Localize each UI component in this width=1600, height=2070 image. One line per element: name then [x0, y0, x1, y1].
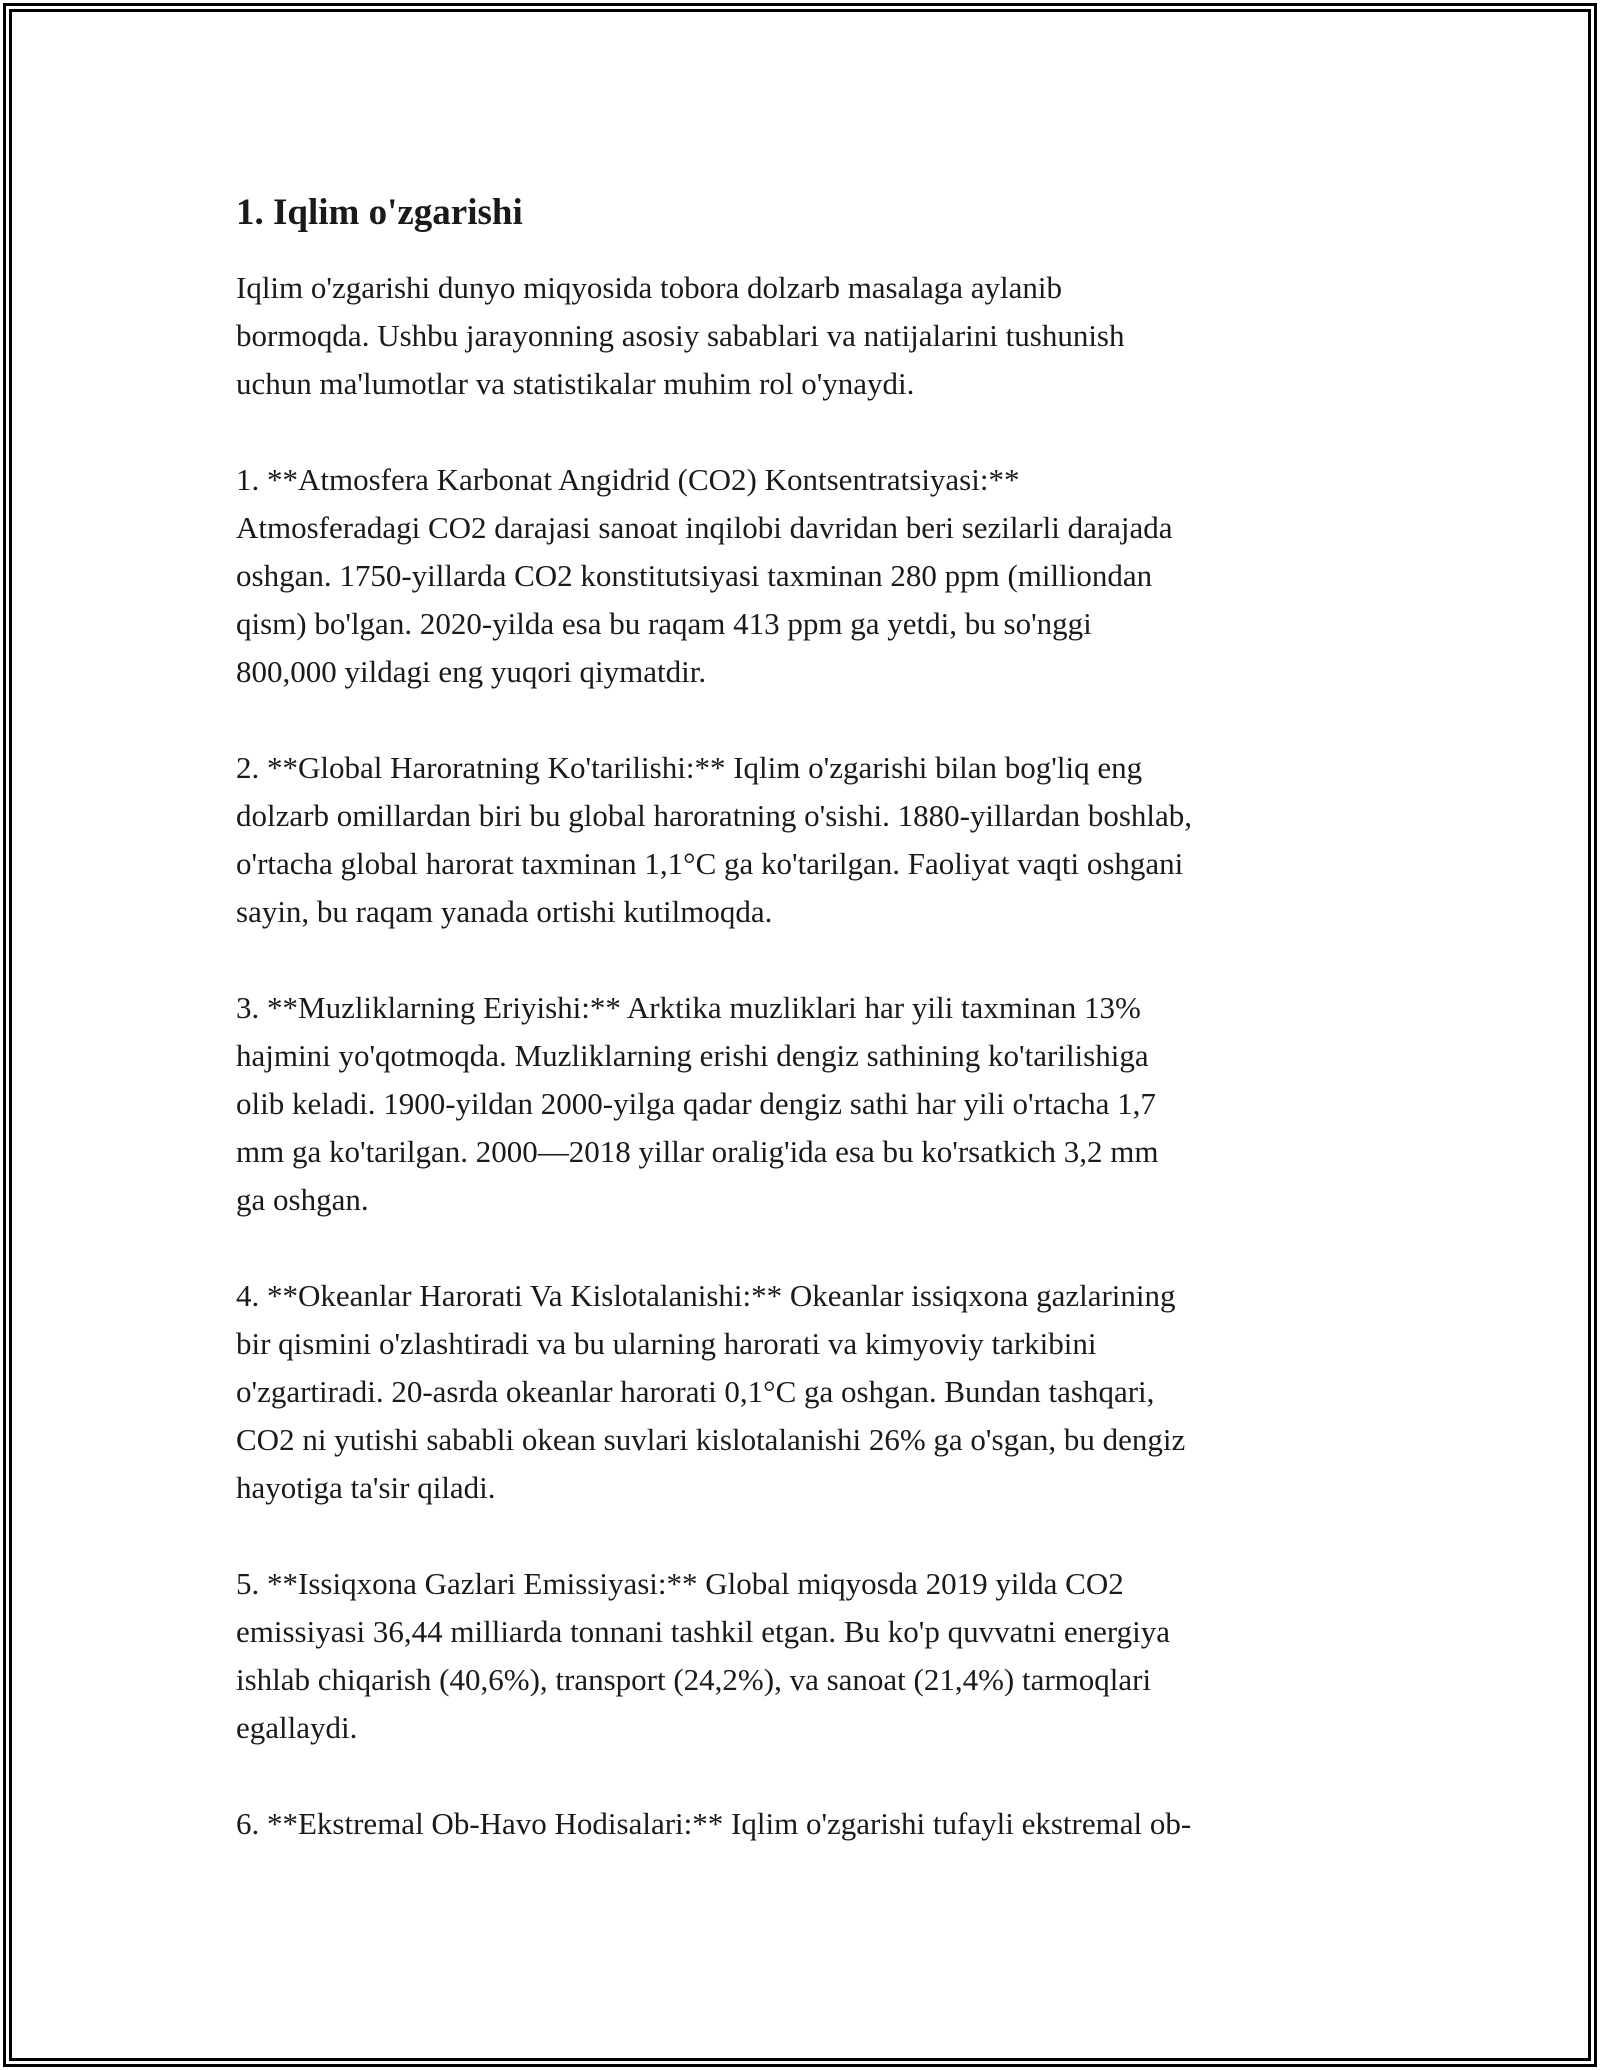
item-extreme-weather: 6. **Ekstremal Ob-Havo Hodisalari:** Iqlim o'zgarishi tufayli ekstremal ob-: [236, 1806, 1192, 1841]
item-glacier-melting: 3. **Muzliklarning Eriyishi:** Arktika muzliklari har yili taxminan 13% hajmini yo'qotmoqda. Muzliklarning erishi dengiz sathining ko'tarilishiga olib keladi. 1900-yildan 2000-yilga qadar dengiz sathi har yili o'rtacha 1,7 mm ga ko'tarilgan. 2000—2018 yillar oralig'ida esa bu ko'rsatkich 3,2 mm ga oshgan.: [236, 990, 1159, 1217]
intro-paragraph: Iqlim o'zgarishi dunyo miqyosida tobora dolzarb masalaga aylanib bormoqda. Ushbu jarayonning asosiy sabablari va natijalarini tushunish uchun ma'lumotlar va statistikalar muhim rol o'ynaydi.: [236, 270, 1125, 401]
document-body: [236, 188, 1376, 1896]
item-co2-concentration: 1. **Atmosfera Karbonat Angidrid (CO2) Kontsentratsiyasi:** Atmosferadagi CO2 darajasi sanoat inqilobi davridan beri sezilarli darajada oshgan. 1750-yillarda CO2 konstitutsiyasi taxminan 280 ppm (milliondan qism) bo'lgan. 2020-yilda esa bu raqam 413 ppm ga yetdi, bu so'nggi 800,000 yildagi eng yuqori qiymatdir.: [236, 462, 1173, 689]
item-greenhouse-emissions: 5. **Issiqxona Gazlari Emissiyasi:** Global miqyosda 2019 yilda CO2 emissiyasi 36,44 milliarda tonnani tashkil etgan. Bu ko'p quvvatni energiya ishlab chiqarish (40,6%), transport (24,2%), va sanoat (21,4%) tarmoqlari egallaydi.: [236, 1566, 1170, 1745]
item-ocean-temperature: 4. **Okeanlar Harorati Va Kislotalanishi:** Okeanlar issiqxona gazlarining bir qismini o'zlashtiradi va bu ularning harorati va kimyoviy tarkibini o'zgartiradi. 20-asrda okeanlar harorati 0,1°C ga oshgan. Bundan tashqari, CO2 ni yutishi sababli okean suvlari kislotalanishi 26% ga o'sgan, bu dengiz hayotiga ta'sir qiladi.: [236, 1278, 1186, 1505]
item-global-temperature: 2. **Global Haroratning Ko'tarilishi:** Iqlim o'zgarishi bilan bog'liq eng dolzarb omillardan biri bu global haroratning o'sishi. 1880-yillardan boshlab, o'rtacha global harorat taxminan 1,1°C ga ko'tarilgan. Faoliyat vaqti oshgani sayin, bu raqam yanada ortishi kutilmoqda.: [236, 750, 1193, 929]
section-title: 1. Iqlim o'zgarishi: [236, 192, 523, 233]
